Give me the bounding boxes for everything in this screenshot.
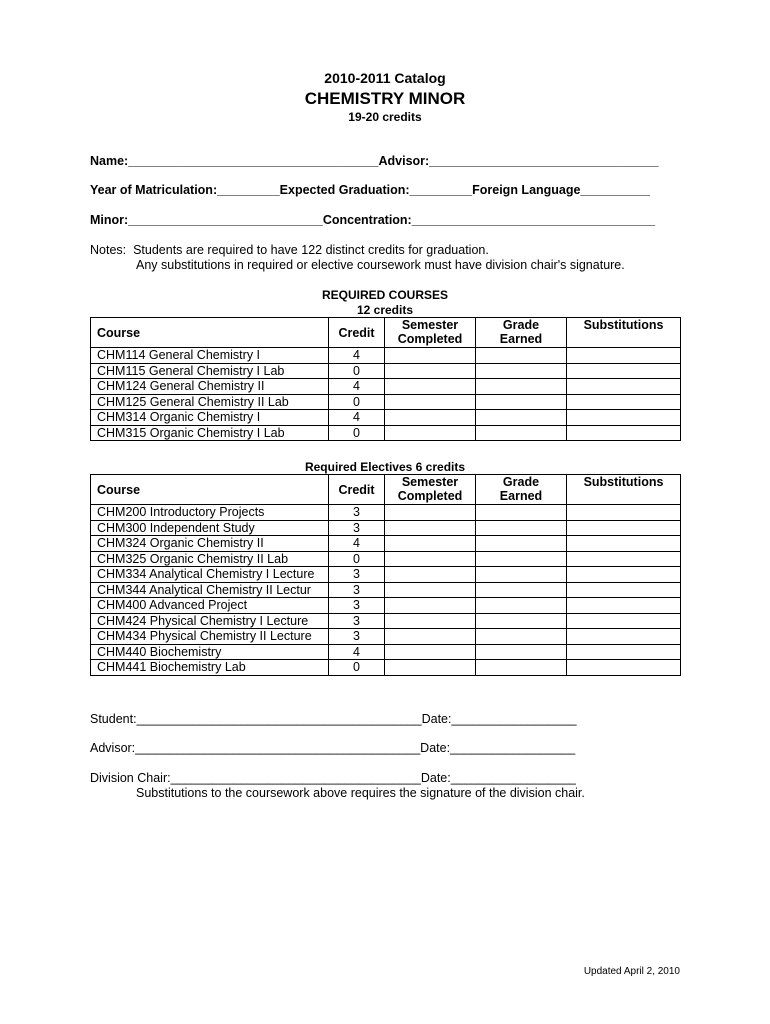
table-row (91, 629, 681, 645)
course-cell: CHM325 Organic Chemistry II Lab (91, 551, 329, 567)
table-header-row (91, 475, 681, 505)
col-semester: Semester Completed (385, 318, 476, 348)
grade-cell[interactable] (476, 505, 567, 521)
credit-cell: 0 (329, 394, 385, 410)
substitution-cell[interactable] (567, 613, 681, 629)
substitution-cell[interactable] (567, 394, 681, 410)
credit-cell: 0 (329, 660, 385, 676)
notes-line-2: Any substitutions in required or elective coursework must have division chair's signature. (136, 258, 625, 272)
substitution-cell[interactable] (567, 629, 681, 645)
substitution-cell[interactable] (567, 551, 681, 567)
credit-cell: 0 (329, 425, 385, 441)
col-credit: Credit (329, 318, 385, 348)
minor-concentration-field[interactable]: Minor:____________________________Concentration:___________________________________ (90, 213, 656, 227)
table-row (91, 644, 681, 660)
advisor-signature-field[interactable]: Advisor:_________________________________________Date:__________________ (90, 741, 576, 755)
table-row (91, 660, 681, 676)
substitution-cell[interactable] (567, 567, 681, 583)
substitution-cell[interactable] (567, 598, 681, 614)
table-row (91, 425, 681, 441)
grade-cell[interactable] (476, 425, 567, 441)
credit-cell: 0 (329, 363, 385, 379)
notes-line-1: Notes: Students are required to have 122 distinct credits for graduation. (90, 243, 489, 257)
required-courses-credits: 12 credits (356, 303, 414, 317)
grade-cell[interactable] (476, 363, 567, 379)
col-semester: Semester Completed (385, 475, 476, 505)
grade-cell[interactable] (476, 629, 567, 645)
semester-cell[interactable] (385, 660, 476, 676)
semester-cell[interactable] (385, 536, 476, 552)
semester-cell[interactable] (385, 379, 476, 395)
credit-cell: 4 (329, 348, 385, 364)
substitution-cell[interactable] (567, 363, 681, 379)
col-substitutions: Substitutions (567, 318, 681, 348)
substitution-cell[interactable] (567, 520, 681, 536)
semester-cell[interactable] (385, 363, 476, 379)
grade-cell[interactable] (476, 520, 567, 536)
credit-cell: 4 (329, 644, 385, 660)
credit-cell: 3 (329, 520, 385, 536)
table-row (91, 410, 681, 426)
credit-cell: 0 (329, 551, 385, 567)
semester-cell[interactable] (385, 613, 476, 629)
credit-cell: 3 (329, 505, 385, 521)
credit-cell: 4 (329, 410, 385, 426)
substitution-cell[interactable] (567, 410, 681, 426)
course-cell: CHM114 General Chemistry I (91, 348, 329, 364)
grade-cell[interactable] (476, 660, 567, 676)
substitution-cell[interactable] (567, 536, 681, 552)
table-row (91, 551, 681, 567)
updated-date: Updated April 2, 2010 (583, 966, 680, 977)
table-header-row (91, 318, 681, 348)
table-row (91, 348, 681, 364)
course-cell: CHM324 Organic Chemistry II (91, 536, 329, 552)
col-grade: Grade Earned (476, 318, 567, 348)
course-cell: CHM344 Analytical Chemistry II Lectur (91, 582, 329, 598)
grade-cell[interactable] (476, 644, 567, 660)
name-advisor-field[interactable]: Name:____________________________________Advisor:_________________________________ (90, 154, 659, 168)
col-credit: Credit (329, 475, 385, 505)
course-cell: CHM314 Organic Chemistry I (91, 410, 329, 426)
semester-cell[interactable] (385, 629, 476, 645)
substitution-cell[interactable] (567, 379, 681, 395)
grade-cell[interactable] (476, 536, 567, 552)
course-cell: CHM315 Organic Chemistry I Lab (91, 425, 329, 441)
required-courses-title: REQUIRED COURSES (321, 288, 449, 302)
semester-cell[interactable] (385, 520, 476, 536)
semester-cell[interactable] (385, 425, 476, 441)
page-title: CHEMISTRY MINOR (304, 89, 466, 108)
col-course: Course (91, 475, 329, 505)
course-cell: CHM441 Biochemistry Lab (91, 660, 329, 676)
col-course: Course (91, 318, 329, 348)
grade-cell[interactable] (476, 394, 567, 410)
semester-cell[interactable] (385, 505, 476, 521)
col-substitutions: Substitutions (567, 475, 681, 505)
credit-cell: 4 (329, 536, 385, 552)
semester-cell[interactable] (385, 410, 476, 426)
semester-cell[interactable] (385, 567, 476, 583)
col-grade: Grade Earned (476, 475, 567, 505)
course-cell: CHM200 Introductory Projects (91, 505, 329, 521)
course-cell: CHM400 Advanced Project (91, 598, 329, 614)
substitution-cell[interactable] (567, 660, 681, 676)
table-row (91, 598, 681, 614)
grade-cell[interactable] (476, 567, 567, 583)
table-row (91, 379, 681, 395)
substitution-cell[interactable] (567, 348, 681, 364)
credit-cell: 3 (329, 613, 385, 629)
catalog-year: 2010-2011 Catalog (324, 70, 446, 86)
grade-cell[interactable] (476, 613, 567, 629)
credit-cell: 3 (329, 598, 385, 614)
grade-cell[interactable] (476, 598, 567, 614)
course-cell: CHM115 General Chemistry I Lab (91, 363, 329, 379)
required-courses-table (90, 317, 681, 441)
table-row (91, 567, 681, 583)
table-row (91, 505, 681, 521)
semester-cell[interactable] (385, 644, 476, 660)
course-cell: CHM125 General Chemistry II Lab (91, 394, 329, 410)
semester-cell[interactable] (385, 582, 476, 598)
table-row (91, 363, 681, 379)
semester-cell[interactable] (385, 394, 476, 410)
semester-cell[interactable] (385, 598, 476, 614)
table-row (91, 536, 681, 552)
grade-cell[interactable] (476, 348, 567, 364)
credit-cell: 4 (329, 379, 385, 395)
course-cell: CHM440 Biochemistry (91, 644, 329, 660)
table-row (91, 394, 681, 410)
credit-cell: 3 (329, 629, 385, 645)
semester-cell[interactable] (385, 348, 476, 364)
course-cell: CHM300 Independent Study (91, 520, 329, 536)
student-signature-field[interactable]: Student:_________________________________________Date:__________________ (90, 712, 577, 726)
table-row (91, 613, 681, 629)
substitution-cell[interactable] (567, 505, 681, 521)
credit-cell: 3 (329, 567, 385, 583)
division-chair-signature-field[interactable]: Division Chair:____________________________________Date:__________________ (90, 771, 576, 785)
course-cell: CHM434 Physical Chemistry II Lecture (91, 629, 329, 645)
course-cell: CHM424 Physical Chemistry I Lecture (91, 613, 329, 629)
electives-title: Required Electives 6 credits (304, 460, 466, 474)
table-row (91, 582, 681, 598)
semester-cell[interactable] (385, 551, 476, 567)
course-cell: CHM124 General Chemistry II (91, 379, 329, 395)
grade-cell[interactable] (476, 379, 567, 395)
table-row (91, 520, 681, 536)
grade-cell[interactable] (476, 582, 567, 598)
electives-table (90, 474, 681, 676)
substitution-cell[interactable] (567, 582, 681, 598)
substitution-note: Substitutions to the coursework above requires the signature of the division chair. (136, 786, 585, 800)
matriculation-graduation-language-field[interactable]: Year of Matriculation:_________Expected Graduation:_________Foreign Language__________ (90, 183, 650, 197)
substitution-cell[interactable] (567, 425, 681, 441)
course-cell: CHM334 Analytical Chemistry I Lecture (91, 567, 329, 583)
grade-cell[interactable] (476, 551, 567, 567)
credits-subtitle: 19-20 credits (348, 110, 422, 124)
substitution-cell[interactable] (567, 644, 681, 660)
credit-cell: 3 (329, 582, 385, 598)
grade-cell[interactable] (476, 410, 567, 426)
